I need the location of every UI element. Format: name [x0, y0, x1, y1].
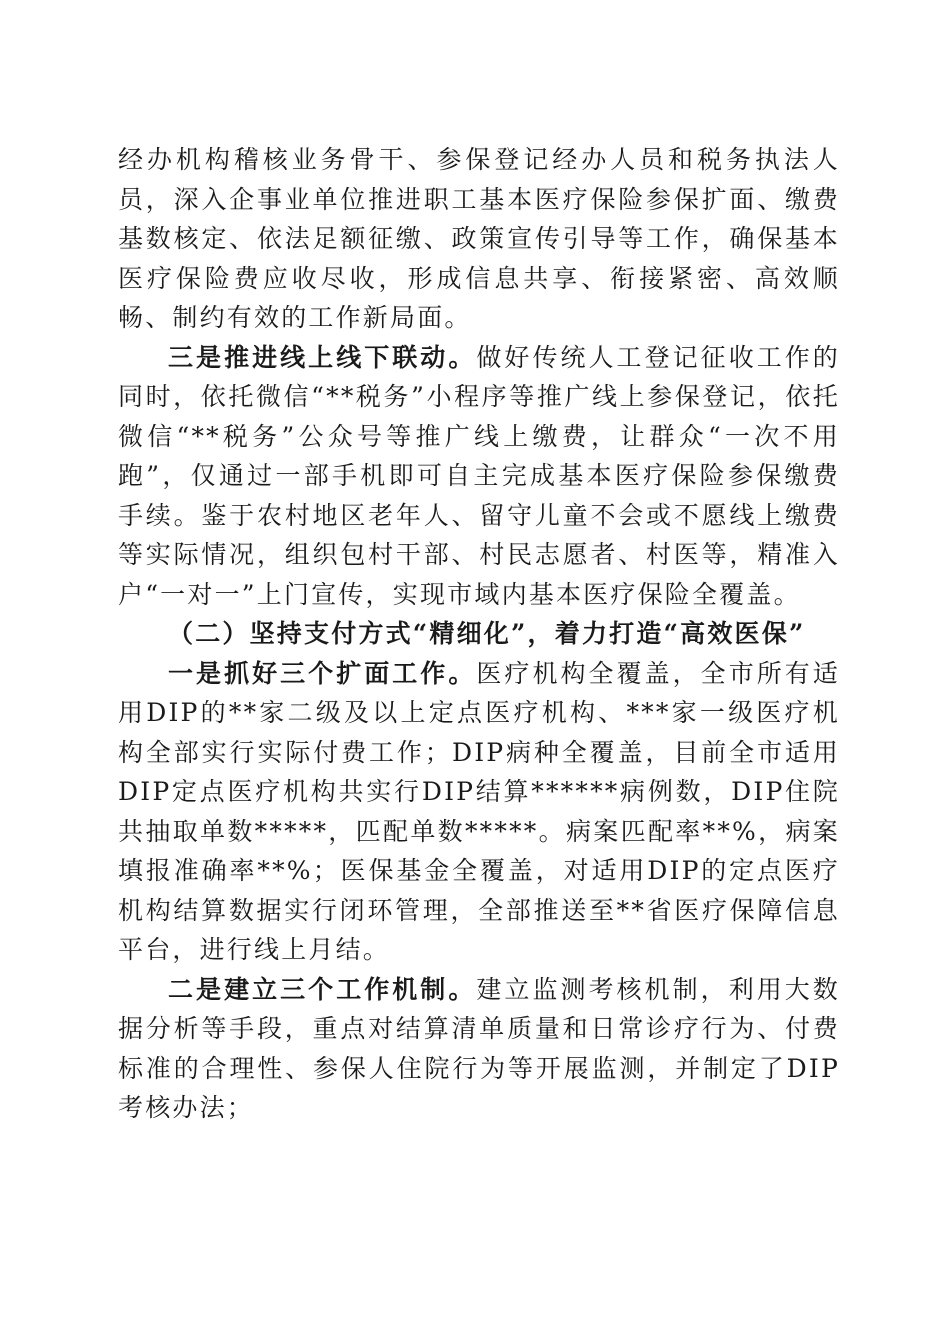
section-subheading: （二）坚持支付方式“精细化”，着力打造“高效医保”: [168, 619, 806, 648]
paragraph-text: 建立监测考核机制，利用大数据分析等手段，重点对结算清单质量和日常诊疗行为、付费标准的合理性、参保人住院行为等开展监测，并制定了DIP考核办法；: [118, 974, 841, 1122]
paragraph-lead: 三是推进线上线下联动。: [168, 342, 477, 372]
paragraph-continuation: [118, 140, 840, 338]
paragraph-mechanisms: [118, 970, 840, 1128]
paragraph-lead: 二是建立三个工作机制。: [168, 974, 477, 1004]
document-body: [118, 140, 840, 1128]
paragraph-text: 经办机构稽核业务骨干、参保登记经办人员和税务执法人员，深入企事业单位推进职工基本医疗保险参保扩面、缴费基数核定、依法足额征缴、政策宣传引导等工作，确保基本医疗保险费应收尽收，形成信息共享、衔接紧密、高效顺畅、制约有效的工作新局面。: [118, 145, 840, 332]
paragraph-text: 医疗机构全覆盖，全市所有适用DIP的**家二级及以上定点医疗机构、***家一级医疗机构全部实行实际付费工作；DIP病种全覆盖，目前全市适用DIP定点医疗机构共实行DIP结算******病例数，DIP住院共抽取单数*****，匹配单数*****。病案匹配率**%，病案填报准确率**%；医保基金全覆盖，对适用DIP的定点医疗机构结算数据实行闭环管理，全部推送至**省医疗保障信息平台，进行线上月结。: [118, 658, 841, 964]
paragraph-lead: 一是抓好三个扩面工作。: [168, 658, 477, 688]
paragraph-online-offline: [118, 338, 840, 615]
paragraph-text: 做好传统人工登记征收工作的同时，依托微信“**税务”小程序等推广线上参保登记，依托微信“**税务”公众号等推广线上缴费，让群众“一次不用跑”，仅通过一部手机即可自主完成基本医疗保险参保缴费手续。鉴于农村地区老年人、留守儿童不会或不愿线上缴费等实际情况，组织包村干部、村民志愿者、村医等，精准入户“一对一”上门宣传，实现市域内基本医疗保险全覆盖。: [118, 342, 841, 609]
paragraph-expansion: [118, 654, 840, 970]
